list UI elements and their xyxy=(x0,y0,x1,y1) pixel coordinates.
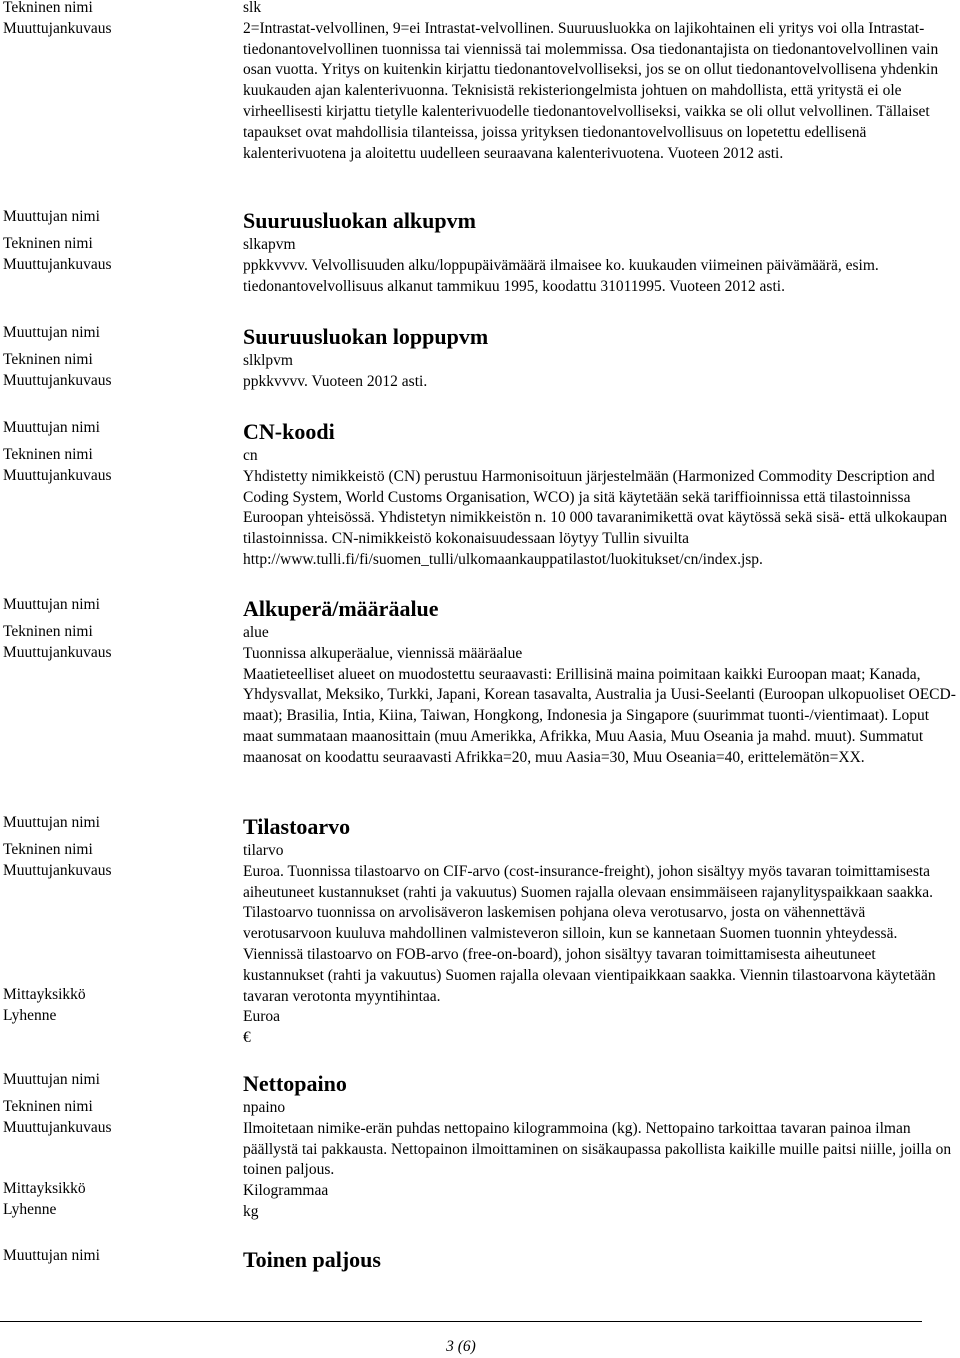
label-description: Muuttujankuvaus xyxy=(3,255,112,273)
description-text: Tuonnissa alkuperäalue, viennissä määräalue xyxy=(243,644,523,662)
description-text: 2=Intrastat-velvollinen, 9=ei Intrastat-velvollinen. Suuruusluokka on lajikohtainen eli yritys voi olla Intrastat-tiedonantovelvollinen tuonnissa tai viennissä tai molemmissa. Osa tiedonantajista on tiedonantovelvollinen vain osan vuotta. Yritys on kuitenkin kirjattu tiedonantovelvolliseksi, jos se on ollut tiedonantovelvollisena yhdenkin kuukauden ajan kalenterivuonna. Teknisistä rekisteriongelmista johtuen on mahdollista, että yritystä ei ole virheellisesti kirjattu tietylle kalenterivuodelle tiedonantovelvolliseksi, vaikka se oli ollut velvollinen. Tällaiset tapaukset ovat mahdollisia tilanteissa, joissa yrityksen tiedonantovelvollisuus on lopetettu edellisenä kalenterivuotena ja aloitettu uudelleen seuraavana kalenterivuotena. Vuoteen 2012 asti. xyxy=(243,19,939,162)
technical-name: slk xyxy=(243,0,262,16)
label-column xyxy=(3,207,233,275)
content-column xyxy=(243,1070,957,1223)
variable-title: CN-koodi xyxy=(243,419,335,444)
technical-name: alue xyxy=(243,624,269,641)
abbreviation-value: € xyxy=(243,1029,251,1047)
description-text: Euroa. Tuonnissa tilastoarvo on CIF-arvo (cost-insurance-freight), johon sisältyy myös tavaran toimittamisesta aiheutuneet kustannukset (rahti ja vakuutus) Suomen rajalla olevaan ensimmäiseen rajanylityspaikkaan saakka. Tilastoarvo tuonnissa on arvolisäveron laskemisen pohjana oleva verotusarvo, josta on vähennettävä verotusarvoon kuuluva mahdollinen valmisteveron silloin, kun se kannetaan Suomen tuonnin yhteydessä. Viennissä tilastoarvo on FOB-arvo (free-on-board), johon sisältyy tavaran toimittamisesta aiheutuneet kustannukset (rahti ja vakuutus) Suomen rajalla olevaan vientipaikkaan saakka. Viennin tilastoarvona käytetään tavaran verotonta myyntihintaa. xyxy=(243,862,936,1005)
label-tech-name: Tekninen nimi xyxy=(3,445,93,463)
label-var-name: Muuttujan nimi xyxy=(3,208,100,225)
page-number: 3 (6) xyxy=(446,1338,476,1355)
label-tech-name: Tekninen nimi xyxy=(3,622,93,640)
variable-title: Nettopaino xyxy=(243,1071,347,1096)
label-description: Muuttujankuvaus xyxy=(3,371,112,389)
unit-value: Kilogrammaa xyxy=(243,1182,329,1200)
label-column xyxy=(3,418,233,486)
content-column xyxy=(243,418,957,571)
label-unit: Mittayksikkö xyxy=(3,986,86,1004)
label-var-name: Muuttujan nimi xyxy=(3,1247,100,1264)
technical-name: tilarvo xyxy=(243,842,284,859)
label-tech-name: Tekninen nimi xyxy=(3,840,93,858)
variable-title: Toinen paljous xyxy=(243,1247,381,1272)
unit-value: Euroa xyxy=(243,1008,281,1026)
label-column xyxy=(3,595,233,663)
footer-divider xyxy=(0,1321,922,1322)
label-description: Muuttujankuvaus xyxy=(3,19,112,37)
label-column xyxy=(3,813,233,1027)
content-column xyxy=(243,595,957,769)
label-var-name: Muuttujan nimi xyxy=(3,419,100,436)
content-column xyxy=(243,323,957,393)
description-text: ppkkvvvv. Vuoteen 2012 asti. xyxy=(243,372,428,390)
label-column xyxy=(3,1246,233,1267)
description-text: Yhdistetty nimikkeistö (CN) perustuu Harmonisoituun järjestelmään (Harmonized Commodity Description and Coding System, World Customs Organisation, WCO) ja sitä käytetään sekä tariffioinnissa että tilastoinnissa Euroopan yhteisössä. Yhdistetyn nimikkeistön n. 10 000 tavaranimikettä ovat käytössä sekä sisä- että ulkokaupan tilastoinnissa. CN-nimikkeistö kokonaisuudessaan löytyy Tullin sivuilta http://www.tulli.fi/fi/suomen_tulli/ulkomaankauppatilastot/luokitukset/cn/index.jsp. xyxy=(243,467,948,568)
abbreviation-value: kg xyxy=(243,1202,259,1220)
label-description: Muuttujankuvaus xyxy=(3,466,112,484)
label-column xyxy=(3,323,233,391)
label-var-name: Muuttujan nimi xyxy=(3,1071,100,1088)
label-column xyxy=(3,1070,233,1221)
content-column xyxy=(243,813,957,1049)
label-unit: Mittayksikkö xyxy=(3,1180,86,1198)
variable-title: Suuruusluokan alkupvm xyxy=(243,208,476,233)
description-text: Ilmoitetaan nimike-erän puhdas nettopaino kilogrammoina (kg). Nettopaino tarkoittaa tavaran painoa ilman päällystä tai pakkausta. Nettopainon ilmoittaminen on sisäkaupassa pakollista kaikille muille paitsi niille, joilla on toinen paljous. xyxy=(243,1119,952,1179)
label-abbreviation: Lyhenne xyxy=(3,1201,57,1219)
label-var-name: Muuttujan nimi xyxy=(3,324,100,341)
technical-name: slklpvm xyxy=(243,352,293,369)
label-tech-name: Tekninen nimi xyxy=(3,350,93,368)
label-description: Muuttujankuvaus xyxy=(3,1118,112,1136)
variable-title: Tilastoarvo xyxy=(243,814,351,839)
content-column xyxy=(243,1246,957,1274)
variable-title: Suuruusluokan loppupvm xyxy=(243,324,489,349)
variable-title: Alkuperä/määräalue xyxy=(243,596,439,621)
label-description: Muuttujankuvaus xyxy=(3,643,112,661)
content-column xyxy=(243,0,957,164)
label-tech-name: Tekninen nimi xyxy=(3,234,93,252)
label-tech-name: Tekninen nimi xyxy=(3,1097,93,1115)
technical-name: npaino xyxy=(243,1099,286,1116)
label-abbreviation: Lyhenne xyxy=(3,1007,57,1025)
content-column xyxy=(243,207,957,297)
technical-name: slkapvm xyxy=(243,236,296,253)
label-var-name: Muuttujan nimi xyxy=(3,596,100,613)
label-var-name: Muuttujan nimi xyxy=(3,814,100,831)
description-text-continued: Maatieteelliset alueet on muodostettu seuraavasti: Erillisinä maina poimitaan kaikki Euroopan maat; Kanada, Yhdysvallat, Meksiko, Turkki, Japani, Korean tasavalta, Australia ja Uusi-Seelanti (Euroopan ulkopuoliset OECD-maat); Brasilia, Intia, Kiina, Taiwan, Hongkong, Indonesia ja Singapore (suurimmat tuonti-/vientimaat). Loput maat summataan maanosittain (muu Amerikka, Afrikka, Muu Aasia, Muu Oseania ja mahd. muut). Summatut maanosat on koodattu seuraavasti Afrikka=20, muu Aasia=30, Muu Oseania=40, erittelemätön=XX. xyxy=(243,665,956,766)
label-column xyxy=(3,0,233,40)
label-description: Muuttujankuvaus xyxy=(3,861,112,879)
label-tech-name: Tekninen nimi xyxy=(3,0,93,16)
description-text: ppkkvvvv. Velvollisuuden alku/loppupäivämäärä ilmaisee ko. kuukauden viimeinen päivämäärä, esim. tiedonantovelvollisuus alkanut tammikuu 1995, koodattu 31011995. Vuoteen 2012 asti. xyxy=(243,256,879,295)
technical-name: cn xyxy=(243,447,258,464)
